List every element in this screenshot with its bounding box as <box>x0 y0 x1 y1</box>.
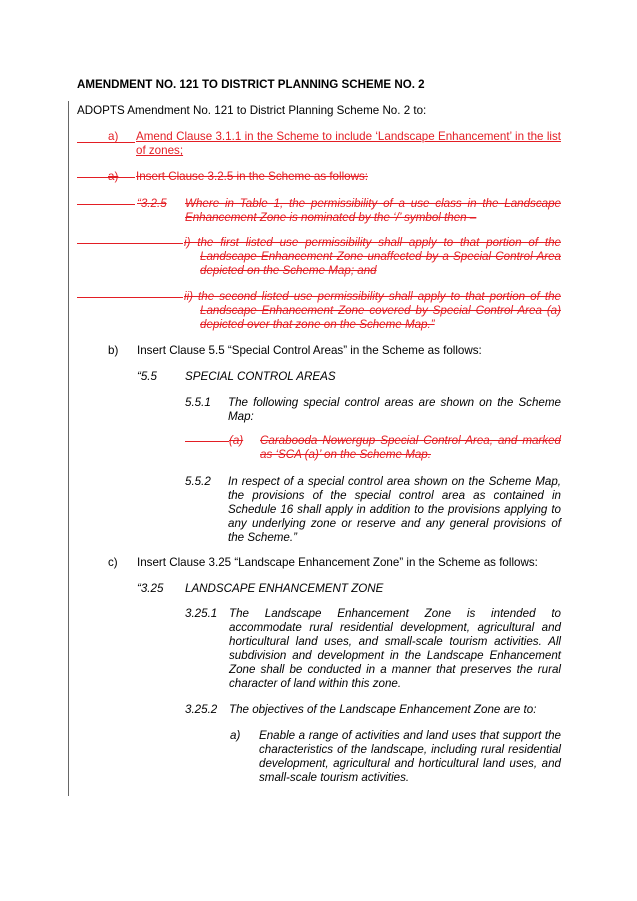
intro-text: ADOPTS Amendment No. 121 to District Planning Scheme No. 2 to: <box>77 104 427 117</box>
clause-3251-number: 3.25.1 <box>185 607 218 620</box>
clause-551-number: 5.5.1 <box>185 396 211 409</box>
clause-325-title: LANDSCAPE ENHANCEMENT ZONE <box>185 582 384 595</box>
item-c-label: c) <box>108 556 118 569</box>
deletion-rule <box>77 204 135 205</box>
deleted-clause-551a-text: Carabooda Nowergup Special Control Area, and marked as ‘SCA (a)’ on the Scheme Map. <box>260 434 561 461</box>
deleted-insert-clause-325: Insert Clause 3.2.5 in the Scheme as follows: <box>136 170 368 183</box>
deletion-rule <box>185 441 229 442</box>
clause-552-number: 5.5.2 <box>185 475 211 488</box>
item-c-text: Insert Clause 3.25 “Landscape Enhancement Zone” in the Scheme as follows: <box>137 556 538 569</box>
change-bar <box>68 101 69 796</box>
deletion-rule <box>77 177 135 178</box>
deletion-rule <box>77 243 183 244</box>
clause-3252a-text: Enable a range of activities and land uses that support the characteristics of the landscape, including rural residential development, agricultural and horticultural land uses, and small-scale tourism activities. <box>259 729 561 784</box>
clause-3251-text: The Landscape Enhancement Zone is intended to accommodate rural residential development, agricultural and horticultural land uses, and small-scale tourism activities. All subdivision and development in the Landscape Enhancement Zone shall be conducted in a manner that preserves the rural character of land within this zone. <box>229 607 561 690</box>
clause-552-text: In respect of a special control area shown on the Scheme Map, the provisions of the special control area as contained in Schedule 16 shall apply in addition to the provisions applying to any underlying zone or reserve and any general provisions of the Scheme.” <box>228 475 561 544</box>
deletion-rule <box>77 142 135 143</box>
clause-3252a-label: a) <box>230 729 241 742</box>
deleted-item-label: a) <box>108 170 119 183</box>
clause-55-title: SPECIAL CONTROL AREAS <box>185 370 336 383</box>
clause-3252-text: The objectives of the Landscape Enhancement Zone are to: <box>229 703 537 716</box>
deleted-clause-325-text: Where in Table 1, the permissibility of a use class in the Landscape Enhancement Zone is nominated by the ‘/’ symbol then – <box>185 197 561 224</box>
deleted-clause-325-number: “3.2.5 <box>137 197 167 210</box>
clause-3252-number: 3.25.2 <box>185 703 218 716</box>
item-b-label: b) <box>108 344 119 357</box>
deleted-amend-clause-311: Amend Clause 3.1.1 in the Scheme to include ‘Landscape Enhancement’ in the list of zones; <box>136 130 561 157</box>
clause-551-text: The following special control areas are shown on the Scheme Map: <box>228 396 561 423</box>
deleted-clause-325-ii: ii) the second listed use permissibility shall apply to that portion of the Landscape Enhancement Zone covered by Special Control Area (a) depicted over that zone on the Scheme Map.” <box>184 290 561 331</box>
document-heading: AMENDMENT NO. 121 TO DISTRICT PLANNING SCHEME NO. 2 <box>77 78 425 91</box>
deleted-item-label: a) <box>108 130 119 143</box>
item-b-text: Insert Clause 5.5 “Special Control Areas” in the Scheme as follows: <box>137 344 482 357</box>
deleted-clause-551a-label: (a) <box>229 434 244 447</box>
clause-325-number: “3.25 <box>137 582 164 595</box>
deletion-rule <box>77 297 183 298</box>
clause-55-number: “5.5 <box>137 370 157 383</box>
deleted-clause-325-i: i) the first listed use permissibility shall apply to that portion of the Landscape Enhancement Zone unaffected by a Special Control Area depicted on the Scheme Map; and <box>184 236 561 277</box>
